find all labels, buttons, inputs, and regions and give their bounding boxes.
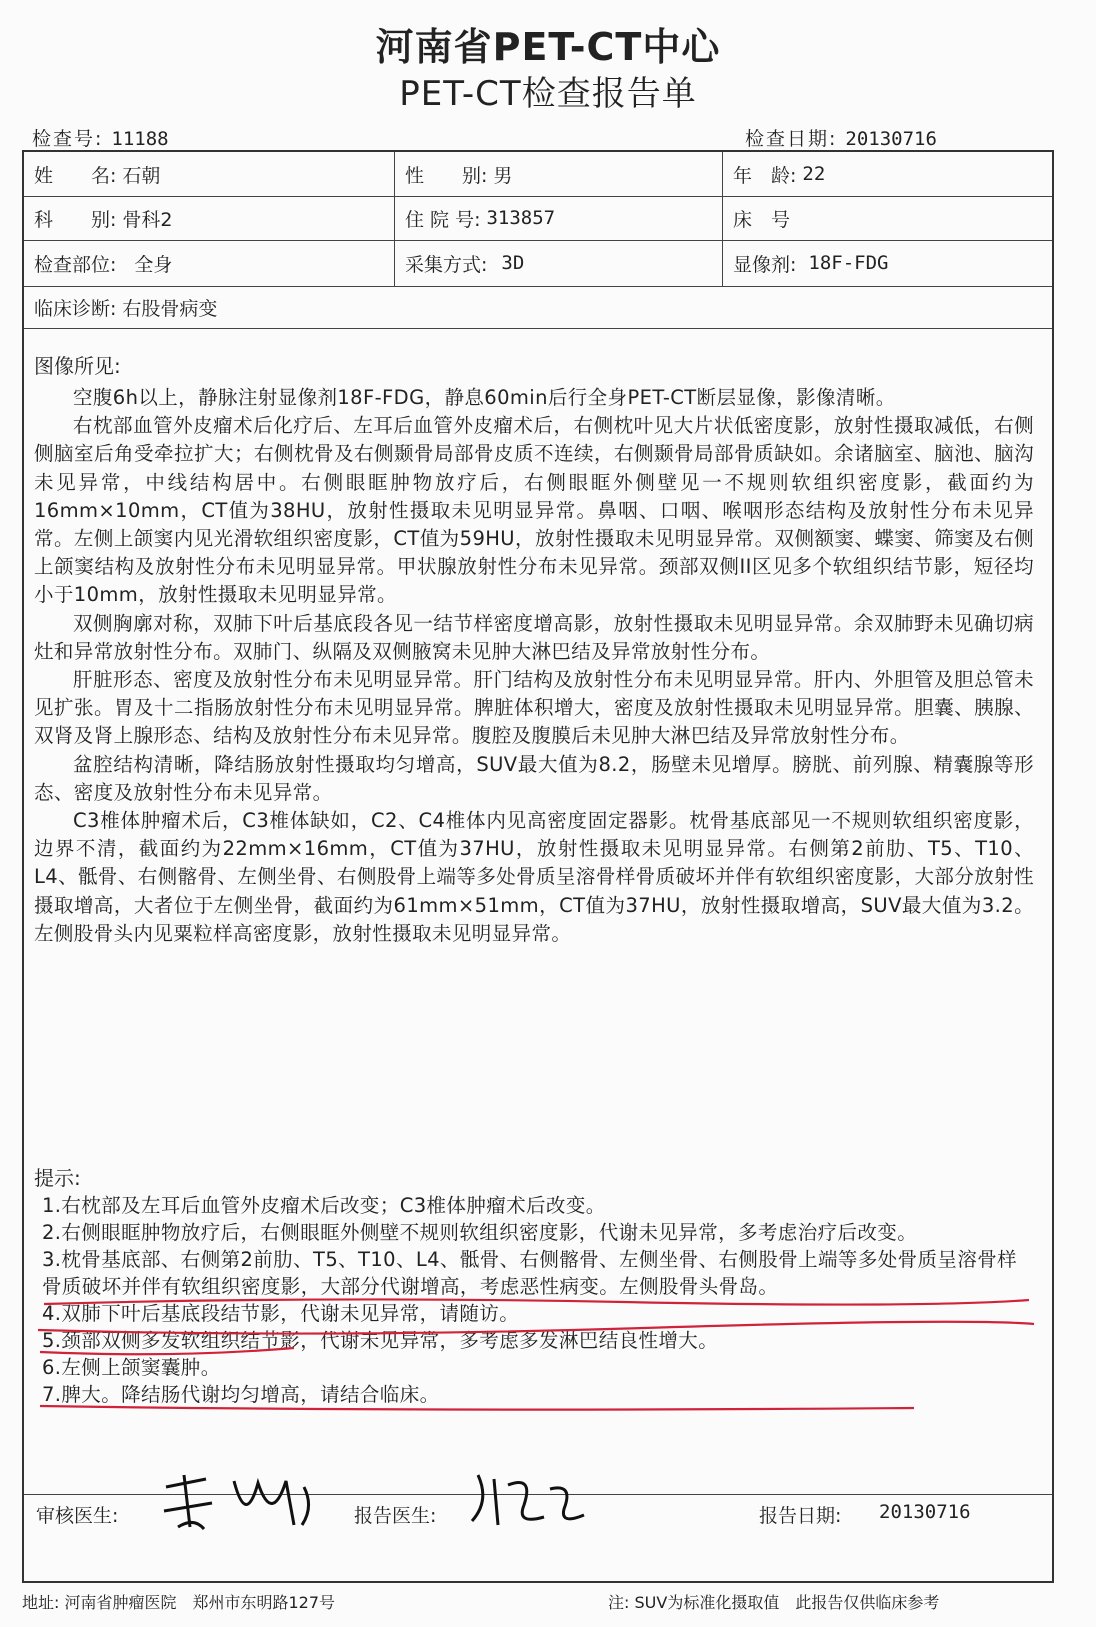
sex-value: 男: [493, 164, 513, 187]
age-label: 年 龄:: [733, 164, 797, 187]
hint-item: 7.脾大。降结肠代谢均匀增高，请结合临床。: [42, 1383, 440, 1406]
findings-paragraph: 肝脏形态、密度及放射性分布未见明显异常。肝门结构及放射性分布未见明显异常。肝内、外胆管及胆总管未见扩张。胃及十二指肠放射性分布未见明显异常。脾脏体积增大，密度及放射性摄取未见明显异常。胆囊、胰腺、双肾及肾上腺形态、结构及放射性分布未见异常。腹腔及腹膜后未见肿大淋巴结及异常放射性分布。: [34, 668, 1034, 748]
hint-item: 1.右枕部及左耳后血管外皮瘤术后改变；C3椎体肿瘤术后改变。: [42, 1194, 606, 1217]
hints-heading: 提示:: [34, 1166, 81, 1190]
report-date-label: 报告日期:: [759, 1505, 842, 1527]
signature-row: [24, 1494, 1052, 1531]
address-value: 河南省肿瘤医院 郑州市东明路127号: [64, 1593, 336, 1612]
findings-heading: 图像所见:: [34, 354, 121, 378]
hint-item: 4.双肺下叶后基底段结节影，代谢未见异常，请随访。: [42, 1302, 520, 1325]
hint-item: 5.颈部双侧多发软组织结节影，代谢未见异常，多考虑多发淋巴结良性增大。: [42, 1329, 719, 1352]
sex-label: 性 别:: [405, 164, 488, 187]
report-body: [22, 150, 1054, 1583]
exam-site-value: 全身: [134, 253, 173, 276]
findings-paragraph: 右枕部血管外皮瘤术后化疗后、左耳后血管外皮瘤术后，右侧枕叶见大片状低密度影，放射性摄取减低，右侧侧脑室后角受牵拉扩大；右侧枕骨及右侧颞骨局部骨皮质不连续，右侧颞骨局部骨质缺如。余诸脑室、脑池、脑沟未见异常，中线结构居中。右侧眼眶肿物放疗后，右侧眼眶外侧壁见一不规则软组织密度影，截面约为16mm×10mm，CT值为38HU，放射性摄取未见明显异常。鼻咽、口咽、喉咽形态结构及放射性分布未见异常。左侧上颌窦内见光滑软组织密度影，CT值为59HU，放射性摄取未见明显异常。双侧额窦、蝶窦、筛窦及右侧上颌窦结构及放射性分布未见明显异常。甲状腺放射性分布未见异常。颈部双侧II区见多个软组织结节影，短径均小于10mm，放射性摄取未见明显异常。: [34, 414, 1034, 607]
reporter-signature: [464, 1465, 614, 1535]
agent-value: 18F-FDG: [808, 252, 889, 274]
sex-cell: [394, 152, 722, 196]
findings-paragraph: 双侧胸廓对称，双肺下叶后基底段各见一结节样密度增高影，放射性摄取未见明显异常。余双肺野未见确切病灶和异常放射性分布。双肺门、纵隔及双侧腋窝未见肿大淋巴结及异常放射性分布。: [34, 611, 1034, 663]
exam-site-label: 检查部位:: [34, 253, 117, 276]
name-cell: [24, 152, 394, 196]
hint-item: 6.左侧上颌窦囊肿。: [42, 1356, 221, 1379]
acq-cell: [394, 240, 722, 286]
bed-cell: [722, 196, 1056, 240]
dept-cell: [24, 196, 394, 240]
exam-date: [745, 124, 937, 151]
inpatient-value: 313857: [486, 207, 556, 229]
name-label: 姓 名:: [34, 164, 117, 187]
diagnosis-value: 右股骨病变: [122, 297, 218, 320]
exam-number-value: 11188: [111, 128, 169, 150]
exam-date-label: 检查日期:: [745, 128, 838, 150]
footer-address: [22, 1590, 335, 1613]
info-row-4: [24, 286, 1052, 329]
age-value: 22: [802, 163, 826, 185]
inpatient-label: 住 院 号:: [405, 208, 481, 231]
dept-value: 骨科2: [122, 208, 173, 231]
note-value: SUV为标准化摄取值 此报告仅供临床参考: [634, 1593, 940, 1612]
exam-site-cell: [24, 240, 394, 286]
acq-label: 采集方式:: [405, 253, 488, 276]
footer-note: [608, 1590, 939, 1613]
hint-item: 2.右侧眼眶肿物放疗后，右侧眼眶外侧壁不规则软组织密度影，代谢未见异常，多考虑治疗后改变。: [42, 1221, 918, 1244]
diagnosis-cell: [24, 286, 1056, 328]
hint-item: 3.枕骨基底部、右侧第2前肋、T5、T10、L4、骶骨、右侧髂骨、左侧坐骨、右侧股骨上端等多处骨质呈溶骨样骨质破坏并伴有软组织密度影，大部分代谢增高，考虑恶性病变。左侧股骨头骨岛。: [42, 1248, 1018, 1298]
info-row-3: [24, 240, 1052, 287]
info-row-1: [24, 152, 1052, 197]
info-row-2: [24, 196, 1052, 241]
findings-text: [34, 384, 1034, 948]
diagnosis-label: 临床诊断:: [34, 297, 117, 320]
note-label: 注:: [608, 1593, 630, 1612]
findings-paragraph: C3椎体肿瘤术后，C3椎体缺如，C2、C4椎体内见高密度固定器影。枕骨基底部见一不规则软组织密度影，边界不清，截面约为22mm×16mm，CT值为37HU，放射性摄取未见明显异常。右侧第2前肋、T5、T10、L4、骶骨、右侧髂骨、左侧坐骨、右侧股骨上端等多处骨质呈溶骨样骨质破坏并伴有软组织密度影，大部分放射性摄取增高，大者位于左侧坐骨，截面约为61mm×51mm，CT值为37HU，放射性摄取增高，SUV最大值为3.2。左侧股骨头内见粟粒样高密度影，放射性摄取未见明显异常。: [34, 809, 1034, 945]
findings-paragraph: 盆腔结构清晰，降结肠放射性摄取均匀增高，SUV最大值为8.2，肠壁未见增厚。膀胱、前列腺、精囊腺等形态、密度及放射性分布未见异常。: [34, 752, 1034, 804]
reviewer-label: 审核医生:: [36, 1505, 119, 1527]
dept-label: 科 别:: [34, 208, 117, 231]
report-subtitle: PET-CT检查报告单: [399, 74, 697, 114]
report-date-value: 20130716: [879, 1501, 971, 1523]
report-title: 河南省PET-CT中心: [375, 25, 721, 69]
acq-value: 3D: [501, 252, 525, 274]
reporter-label: 报告医生:: [354, 1505, 437, 1527]
exam-number-label: 检查号:: [32, 128, 104, 150]
agent-label: 显像剂:: [733, 253, 797, 276]
hints-list: [42, 1192, 1032, 1408]
findings-paragraph: 空腹6h以上，静脉注射显像剂18F-FDG，静息60min后行全身PET-CT断层显像，影像清晰。: [73, 386, 896, 409]
reviewer-signature: [154, 1467, 334, 1537]
name-value: 石朝: [122, 164, 161, 187]
inpatient-cell: [394, 196, 722, 240]
exam-date-value: 20130716: [845, 128, 937, 150]
address-label: 地址:: [22, 1593, 60, 1612]
age-cell: [722, 152, 1056, 196]
agent-cell: [722, 240, 1056, 286]
bed-label: 床 号: [733, 208, 791, 231]
exam-number: [32, 124, 169, 151]
